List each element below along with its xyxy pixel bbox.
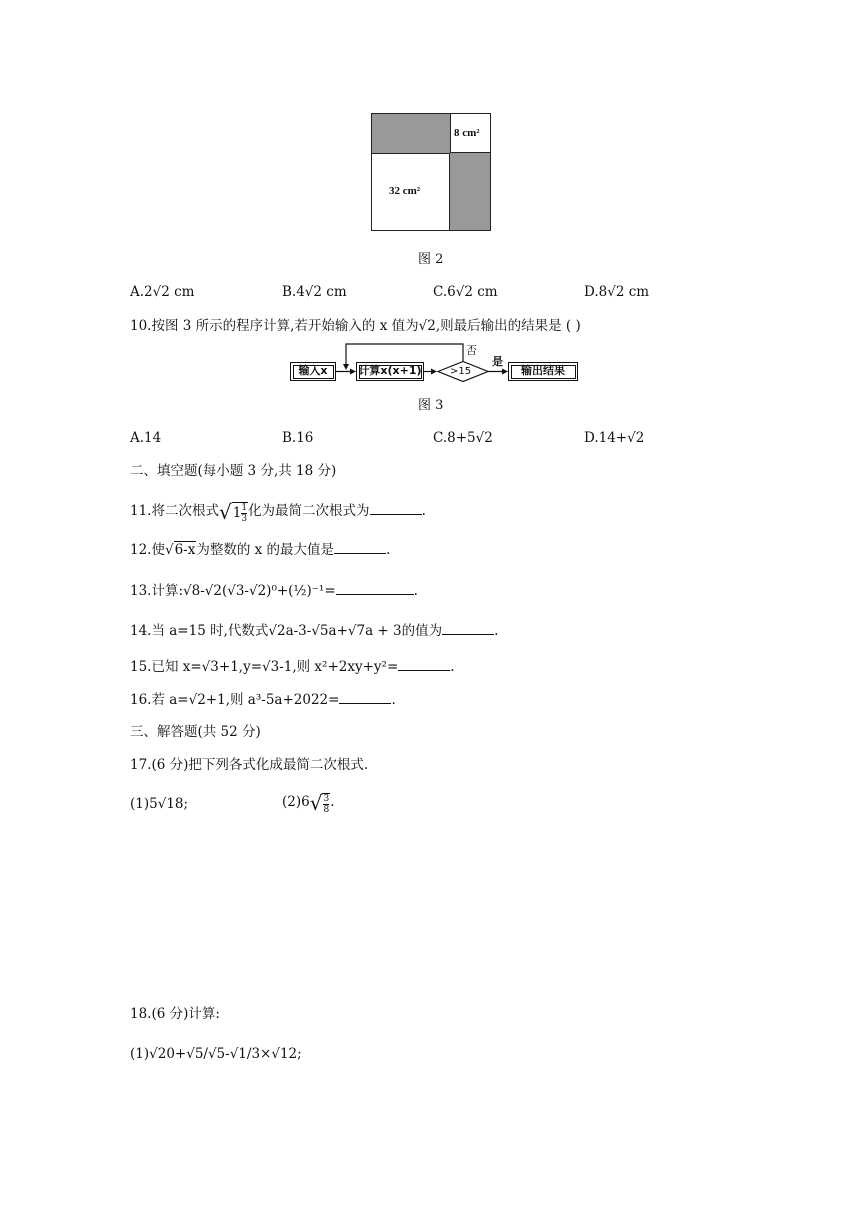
q17-part2: (2)6√ $\frac{3}{8}$ .: [282, 791, 335, 815]
flow-yes-label: 是: [492, 355, 503, 368]
q10-option-b: B.16: [282, 430, 314, 446]
flow-no-label: 否: [466, 344, 477, 357]
q10-option-a: A.14: [130, 430, 162, 446]
large-square: [372, 153, 450, 230]
q10-option-d: D.14+√2: [584, 430, 645, 446]
q11-post: 化为最简二次根式为: [248, 503, 370, 519]
q18-part1: (1)√20+√5/√5-√1/3×√12;: [130, 1046, 302, 1062]
q17-part1: (1)5√18;: [130, 796, 189, 812]
q9-option-c: C.6√2 cm: [433, 284, 498, 300]
q9-option-d: D.8√2 cm: [584, 284, 650, 300]
figure3-caption: 图 3: [418, 398, 444, 413]
small-square: [450, 114, 490, 153]
q17-stem: 17.(6 分)把下列各式化成最简二次根式.: [130, 757, 369, 773]
q12: 12.使√6-x为整数的 x 的最大值是 .: [130, 539, 390, 560]
flow-chart: [290, 340, 590, 382]
section2-heading: 二、填空题(每小题 3 分,共 18 分): [130, 463, 337, 479]
flow-condition-label: >15: [450, 366, 472, 377]
q11-radical: √1 $\frac{1}{3}$: [218, 500, 248, 524]
flow-output-label: 输出结果: [521, 364, 565, 377]
q16-text: 16.若 a=√2+1,则 a³-5a+2022=: [130, 692, 340, 708]
q12-post: 为整数的 x 的最大值是: [196, 542, 335, 558]
q10-stem: 10.按图 3 所示的程序计算,若开始输入的 x 值为√2,则最后输出的结果是 ( ): [130, 318, 581, 334]
q11-pre: 11.将二次根式: [130, 503, 219, 519]
q15-blank: [398, 656, 450, 671]
section3-heading: 三、解答题(共 52 分): [130, 724, 261, 740]
q14: 14.当 a=15 时,代数式√2a-3-√5a+√7a + 3的值为 .: [130, 620, 498, 641]
q11: 11.将二次根式√1 $\frac{1}{3}$ 化为最简二次根式为 .: [130, 500, 426, 524]
figure2-caption: 图 2: [418, 252, 444, 267]
q16-blank: [339, 689, 391, 704]
small-square-label: 8 cm²: [454, 127, 480, 139]
q9-option-b: B.4√2 cm: [282, 284, 347, 300]
q12-radical: √6-x: [164, 542, 196, 558]
q9-option-a: A.2√2 cm: [130, 284, 195, 300]
q12-blank: [334, 539, 386, 554]
flow-input-label: 输入x: [298, 364, 328, 377]
gray-rect-right: [450, 153, 490, 230]
flow-arrows: [290, 340, 590, 382]
q13-blank: [336, 580, 414, 595]
area-figure: [371, 113, 491, 231]
gray-rect-top: [372, 114, 450, 153]
q13-text: 13.计算:√8-√2(√3-√2)⁰+(½)⁻¹=: [130, 583, 336, 599]
flow-compute-label: 计算x(x+1): [358, 364, 422, 377]
q11-blank: [370, 500, 422, 515]
q18-stem: 18.(6 分)计算:: [130, 1006, 220, 1022]
q13: 13.计算:√8-√2(√3-√2)⁰+(½)⁻¹= .: [130, 580, 418, 601]
q14-blank: [442, 620, 494, 635]
q14-text: 14.当 a=15 时,代数式√2a-3-√5a+√7a + 3的值为: [130, 623, 443, 639]
q16: 16.若 a=√2+1,则 a³-5a+2022= .: [130, 689, 396, 710]
q15-text: 15.已知 x=√3+1,y=√3-1,则 x²+2xy+y²=: [130, 659, 399, 675]
q12-pre: 12.使: [130, 542, 165, 558]
large-square-label: 32 cm²: [389, 185, 421, 197]
q15: 15.已知 x=√3+1,y=√3-1,则 x²+2xy+y²= .: [130, 656, 455, 677]
q10-option-c: C.8+5√2: [433, 430, 493, 446]
